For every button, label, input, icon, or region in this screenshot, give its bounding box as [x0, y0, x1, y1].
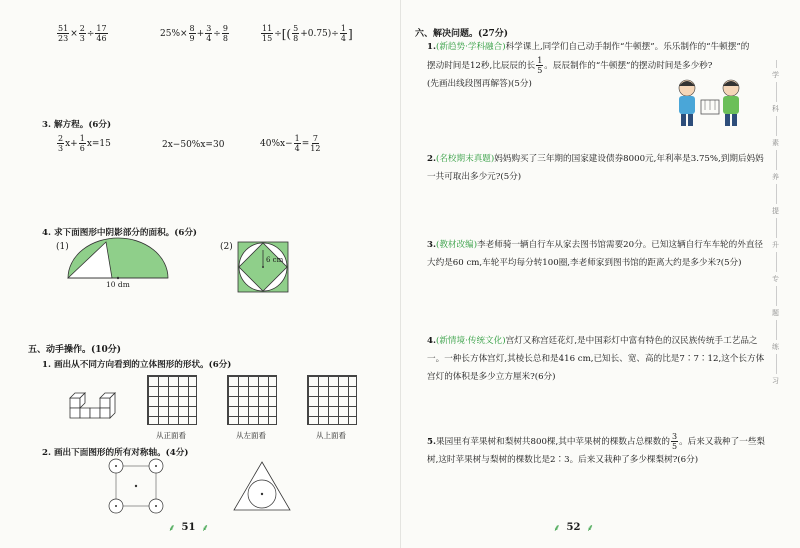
problem-3 — [427, 236, 767, 272]
operator: ÷ — [274, 28, 282, 39]
section-5-title: 五、动手操作。(10分) — [28, 345, 122, 355]
page-number: 51 — [181, 521, 196, 533]
problem-2 — [427, 150, 767, 186]
side-char: 学 — [772, 71, 779, 79]
frac-num: 17 — [96, 24, 107, 33]
frac-num: 8 — [189, 24, 195, 33]
side-char: 练 — [772, 343, 779, 351]
calc-expression-3 — [260, 24, 353, 43]
caption-front: 从正面看 — [156, 431, 186, 440]
equation-3 — [260, 134, 321, 153]
side-line — [776, 252, 777, 272]
problem-text: 果园里有苹果树和梨树共800棵,其中苹果树的棵数占总棵数的 — [435, 437, 670, 447]
side-char: 习 — [772, 377, 779, 385]
problem-number: 5. — [427, 437, 436, 447]
frac-num: 7 — [312, 134, 318, 143]
expr-middle: +0.75)÷ — [300, 28, 339, 39]
dimension-6cm: 6 cm — [266, 256, 284, 264]
problem-number: 3. — [427, 240, 436, 250]
problem-5 — [427, 432, 767, 469]
problem-number: 2. — [427, 154, 436, 164]
side-char: 专 — [772, 275, 779, 283]
frac-num: 9 — [222, 24, 228, 33]
children-illustration — [673, 76, 745, 128]
frac-num: 3 — [206, 24, 212, 33]
frac-num: 1 — [294, 134, 300, 143]
frac-den: 8 — [293, 34, 299, 43]
side-char: 养 — [772, 173, 779, 181]
right-page-footer — [553, 520, 594, 534]
problem-tag: (新情境·传统文化) — [435, 336, 506, 346]
problem-tag: (名校期末真题) — [435, 154, 495, 164]
side-line — [776, 184, 777, 204]
side-line — [776, 286, 777, 306]
problem-text: 科学课上,同学们自己动手制作“牛顿摆”。乐乐制作的“牛顿摆”的摆动时间是12秒,比辰辰的长 — [427, 42, 750, 71]
problem-text: 宫灯又称宫廷花灯,是中国彩灯中富有特色的汉民族传统手工艺品之一。一种长方体宫灯,其棱长总和是416 cm,已知长、宽、高的比是7∶7∶12,这个长方体宫灯的体积是多少立方厘米?(6分) — [427, 336, 765, 382]
frac-den: 6 — [79, 144, 85, 153]
equation-2: 2x−50%x=30 — [162, 140, 225, 150]
bracket-close: ] — [347, 26, 353, 41]
problem-text-cont: 。辰辰制作的“牛顿摆”的摆动时间是多少秒? — [544, 61, 713, 71]
grid-front[interactable] — [147, 375, 197, 425]
q3-title: 3. 解方程。(6分) — [42, 120, 112, 130]
equation-1 — [56, 134, 111, 153]
leaf-icon: ⸙ — [553, 523, 561, 534]
operator: + — [196, 28, 205, 39]
frac-num: 2 — [58, 134, 64, 143]
frac-den: 15 — [262, 34, 273, 43]
problem-number: 4. — [427, 336, 436, 346]
frac-den: 4 — [340, 34, 346, 43]
section-5-q1: 1. 画出从不同方向看到的立体图形的形状。(6分) — [42, 360, 232, 370]
side-char: 提 — [772, 207, 779, 215]
frac-num: 2 — [79, 24, 85, 33]
page-number: 52 — [566, 521, 581, 533]
expr-middle: x+ — [65, 138, 78, 149]
problem-number: 1. — [427, 42, 436, 52]
side-line — [776, 150, 777, 170]
frac-num: 1 — [537, 56, 543, 65]
frac-den: 46 — [96, 34, 107, 43]
frac-num: 11 — [262, 24, 273, 33]
side-line — [776, 82, 777, 102]
side-line — [776, 218, 777, 238]
circle-square-figure — [236, 240, 292, 296]
frac-den: 4 — [206, 34, 212, 43]
frac-den: 3 — [79, 34, 85, 43]
side-char: 科 — [772, 105, 779, 113]
side-line — [776, 116, 777, 136]
leaf-icon: ⸙ — [168, 523, 176, 534]
operator: = — [301, 138, 310, 149]
caption-top: 从上面看 — [316, 431, 346, 440]
side-char: 素 — [772, 139, 779, 147]
frac-den: 12 — [310, 144, 321, 153]
problem-tag: (新趋势·学科融合) — [435, 42, 506, 52]
frac-den: 9 — [189, 34, 195, 43]
calc-expression-2 — [160, 24, 230, 43]
frac-den: 5 — [671, 442, 678, 451]
grid-left[interactable] — [227, 375, 277, 425]
grid-top[interactable] — [307, 375, 357, 425]
q4-label-1: (1) — [56, 242, 69, 252]
operator: × — [70, 28, 78, 39]
circles-figure — [108, 458, 164, 514]
problem-text: 妈妈购买了三年期的国家建设债券8000元,年利率是3.75%,到期后妈妈一共可取出多少元?(5分) — [427, 154, 764, 182]
operator: ÷ — [86, 28, 95, 39]
side-char: 升 — [772, 241, 779, 249]
frac-den: 23 — [58, 34, 69, 43]
side-char: 题 — [772, 309, 779, 317]
frac-num: 3 — [671, 432, 678, 441]
expr-prefix: 25%× — [160, 28, 188, 39]
problem-tag: (教材改编) — [435, 240, 478, 250]
right-page — [400, 0, 800, 548]
triangle-circle-figure — [232, 460, 292, 514]
side-decoration — [768, 60, 786, 508]
bracket-open: [( — [281, 26, 292, 41]
frac-num: 1 — [340, 24, 346, 33]
frac-den: 5 — [537, 66, 543, 75]
cube-stack-figure — [66, 386, 128, 422]
problem-text-cont: 。后来又栽种了一些梨树,这时苹果树与梨树的棵数比是2∶3。后来又栽种了多少棵梨树?(6分) — [427, 437, 766, 465]
side-line — [776, 320, 777, 340]
caption-left: 从左面看 — [236, 431, 266, 440]
problem-text: 李老师骑一辆自行车从家去图书馆需要20分。已知这辆自行车车轮的外直径大约是60 cm,车轮平均每分转100圈,李老师家到图书馆的距离大约是多少米?(5分) — [427, 240, 764, 268]
calc-expression-1 — [56, 24, 109, 43]
q4-label-2: (2) — [220, 242, 233, 252]
left-page-footer — [168, 520, 209, 534]
side-line — [776, 60, 777, 68]
frac-den: 4 — [294, 144, 300, 153]
section-6-title: 六、解决问题。(27分) — [415, 29, 509, 39]
frac-num: 51 — [58, 24, 69, 33]
problem-4 — [427, 332, 767, 386]
problem-note: (先画出线段图再解答)(5分) — [427, 79, 532, 89]
leaf-icon: ⸙ — [586, 523, 594, 534]
dimension-10dm: 10 dm — [106, 280, 130, 289]
operator: ÷ — [213, 28, 221, 39]
section-5-q2: 2. 画出下面图形的所有对称轴。(4分) — [42, 448, 189, 458]
expr-tail: x=15 — [86, 138, 111, 149]
frac-num: 1 — [79, 134, 85, 143]
side-line — [776, 354, 777, 374]
leaf-icon: ⸙ — [201, 523, 209, 534]
expr-prefix: 40%x− — [260, 138, 293, 149]
frac-den: 3 — [58, 144, 64, 153]
frac-num: 5 — [293, 24, 299, 33]
q4-title: 4. 求下面图形中阴影部分的面积。(6分) — [42, 228, 197, 238]
frac-den: 8 — [222, 34, 228, 43]
